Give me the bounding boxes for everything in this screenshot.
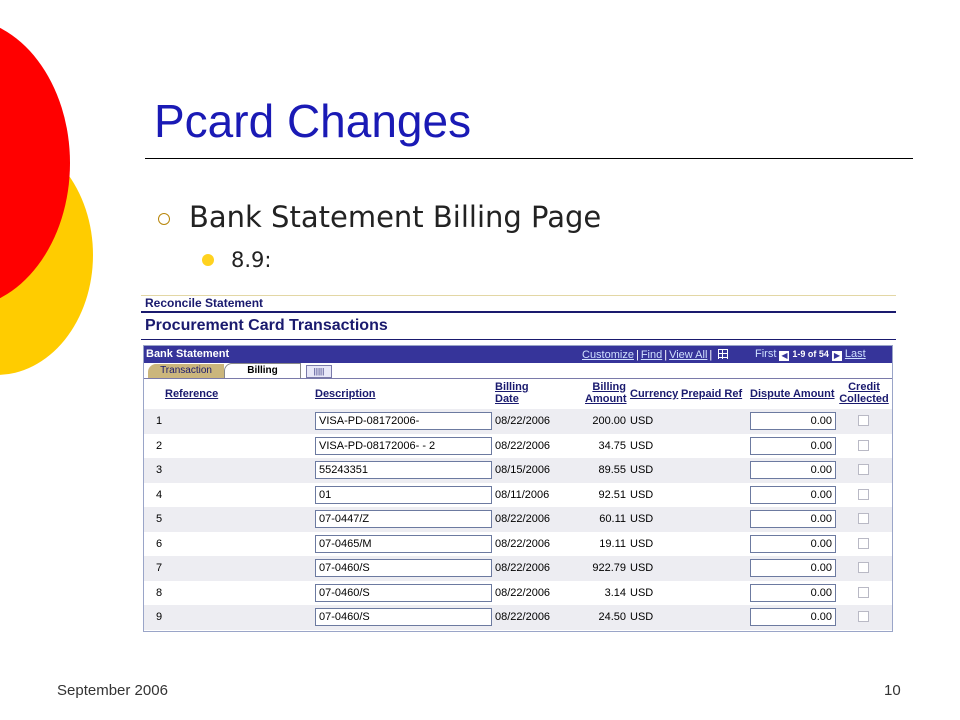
reference-cell: 4	[156, 488, 163, 501]
credit-collected-checkbox[interactable]	[858, 587, 869, 598]
billing-amount-cell: 922.79	[592, 562, 626, 574]
billing-amount-cell: 200.00	[592, 415, 626, 427]
billing-amount-cell: 3.14	[604, 586, 626, 599]
currency-cell: USD	[630, 611, 654, 623]
table-row	[144, 483, 892, 508]
bank-statement-grid	[143, 345, 893, 632]
billing-date-cell: 08/22/2006	[495, 562, 551, 574]
billing-amount-cell: 92.51	[598, 488, 626, 501]
reference-cell: 9	[156, 611, 163, 623]
description-input[interactable]: 07-0465/M	[315, 535, 492, 553]
billing-amount-cell: 34.75	[598, 439, 626, 452]
column-credit-collected-line2: Collected	[839, 393, 889, 405]
tab-billing[interactable]: Billing	[224, 363, 301, 379]
grid-title: Bank Statement	[146, 348, 230, 360]
breadcrumb: Reconcile Statement	[145, 296, 264, 310]
description-input[interactable]: 07-0447/Z	[315, 510, 492, 528]
slide-number: 10	[884, 682, 901, 699]
credit-collected-checkbox[interactable]	[858, 415, 869, 426]
link-separator: |	[664, 349, 668, 361]
description-input[interactable]: VISA-PD-08172006- - 2	[315, 437, 492, 455]
description-input[interactable]: 55243351	[315, 461, 492, 479]
grid-links	[582, 349, 728, 361]
link-separator: |	[635, 349, 639, 361]
bullet-level-1	[158, 200, 601, 234]
first-label: First	[755, 348, 777, 360]
customize-link[interactable]: Customize	[582, 349, 634, 361]
column-billing-date[interactable]	[495, 381, 529, 405]
dispute-amount-input[interactable]: 0.00	[750, 608, 836, 626]
table-row	[144, 581, 892, 606]
credit-collected-checkbox[interactable]	[858, 611, 869, 622]
billing-date-cell: 08/22/2006	[495, 513, 551, 525]
grid-tabs	[144, 363, 892, 379]
billing-amount-cell: 19.11	[599, 537, 626, 550]
footer-date: September 2006	[57, 682, 168, 699]
filled-dot-bullet-icon	[202, 254, 214, 266]
table-row	[144, 507, 892, 532]
column-prepaid-ref[interactable]: Prepaid Ref	[681, 388, 743, 400]
row-range: 1-9 of 54	[792, 349, 829, 359]
previous-arrow-icon[interactable]: ◀	[781, 351, 788, 360]
breadcrumb-divider	[141, 311, 896, 313]
dispute-amount-input[interactable]: 0.00	[750, 535, 836, 553]
page-title-divider	[141, 339, 896, 340]
find-link[interactable]: Find	[640, 349, 663, 361]
column-reference[interactable]: Reference	[165, 388, 219, 400]
hollow-circle-bullet-icon	[158, 213, 170, 225]
credit-collected-checkbox[interactable]	[858, 464, 869, 475]
billing-date-cell: 08/11/2006	[495, 488, 550, 501]
column-credit-collected[interactable]	[838, 381, 890, 405]
reference-cell: 8	[156, 586, 163, 599]
column-description[interactable]: Description	[315, 388, 376, 400]
page-title: Procurement Card Transactions	[145, 317, 388, 334]
billing-date-cell: 08/15/2006	[495, 464, 551, 476]
table-row	[144, 434, 892, 459]
link-separator: |	[709, 349, 713, 361]
reference-cell: 1	[156, 415, 163, 427]
billing-amount-cell: 60.11	[599, 513, 626, 525]
currency-cell: USD	[630, 513, 654, 525]
reference-cell: 7	[156, 562, 163, 574]
table-row	[144, 532, 892, 557]
billing-date-cell: 08/22/2006	[495, 415, 551, 427]
bullet-level-2-text: 8.9:	[231, 248, 272, 272]
download-grid-icon[interactable]	[718, 349, 728, 359]
dispute-amount-input[interactable]: 0.00	[750, 584, 836, 602]
column-billing-amount[interactable]	[585, 381, 626, 405]
description-input[interactable]: 07-0460/S	[315, 584, 492, 602]
table-row	[144, 605, 892, 630]
reference-cell: 6	[156, 537, 163, 550]
credit-collected-checkbox[interactable]	[858, 538, 869, 549]
currency-cell: USD	[630, 415, 654, 427]
table-row	[144, 458, 892, 483]
description-input[interactable]: 01	[315, 486, 492, 504]
dispute-amount-input[interactable]: 0.00	[750, 559, 836, 577]
table-row	[144, 556, 892, 581]
column-currency[interactable]: Currency	[630, 388, 679, 400]
column-billing-amount-line2: Amount	[585, 393, 627, 405]
credit-collected-checkbox[interactable]	[858, 440, 869, 451]
bullet-level-2	[202, 248, 271, 272]
reference-cell: 3	[156, 464, 163, 476]
next-arrow-icon[interactable]: ▶	[833, 351, 840, 360]
tab-transaction[interactable]: Transaction	[148, 364, 224, 378]
billing-date-cell: 08/22/2006	[495, 439, 551, 452]
column-billing-date-line2: Date	[495, 393, 519, 405]
slide-title: Pcard Changes	[154, 95, 472, 147]
grid-pagination	[755, 348, 866, 361]
currency-cell: USD	[630, 488, 654, 501]
column-headers	[144, 379, 892, 409]
dispute-amount-input[interactable]: 0.00	[750, 486, 836, 504]
description-input[interactable]: 07-0460/S	[315, 559, 492, 577]
billing-date-cell: 08/22/2006	[495, 537, 551, 550]
currency-cell: USD	[630, 537, 654, 550]
column-billing-date-line1: Billing	[495, 381, 529, 393]
dispute-amount-input[interactable]: 0.00	[750, 510, 836, 528]
billing-amount-cell: 89.55	[598, 464, 626, 476]
column-credit-collected-line1: Credit	[848, 381, 880, 393]
currency-cell: USD	[630, 586, 654, 599]
billing-amount-cell: 24.50	[598, 611, 626, 623]
billing-date-cell: 08/22/2006	[495, 611, 551, 623]
column-dispute-amount[interactable]: Dispute Amount	[750, 388, 835, 400]
grid-header	[144, 346, 892, 363]
currency-cell: USD	[630, 562, 654, 574]
description-input[interactable]: 07-0460/S	[315, 608, 492, 626]
reference-cell: 2	[156, 439, 163, 452]
view-all-link[interactable]: View All	[669, 349, 708, 361]
column-billing-amount-line1: Billing	[592, 381, 626, 393]
title-divider	[145, 158, 913, 159]
dispute-amount-input[interactable]: 0.00	[750, 412, 836, 430]
billing-date-cell: 08/22/2006	[495, 586, 551, 599]
table-row	[144, 409, 892, 434]
dispute-amount-input[interactable]: 0.00	[750, 437, 836, 455]
currency-cell: USD	[630, 439, 654, 452]
credit-collected-checkbox[interactable]	[858, 513, 869, 524]
currency-cell: USD	[630, 464, 654, 476]
dispute-amount-input[interactable]: 0.00	[750, 461, 836, 479]
credit-collected-checkbox[interactable]	[858, 562, 869, 573]
credit-collected-checkbox[interactable]	[858, 489, 869, 500]
embedded-screenshot	[141, 295, 896, 635]
reference-cell: 5	[156, 513, 163, 525]
description-input[interactable]: VISA-PD-08172006-	[315, 412, 492, 430]
last-link[interactable]: Last	[844, 348, 866, 360]
bullet-level-1-text: Bank Statement Billing Page	[189, 200, 602, 234]
show-all-columns-icon[interactable]: |||||	[306, 365, 332, 378]
